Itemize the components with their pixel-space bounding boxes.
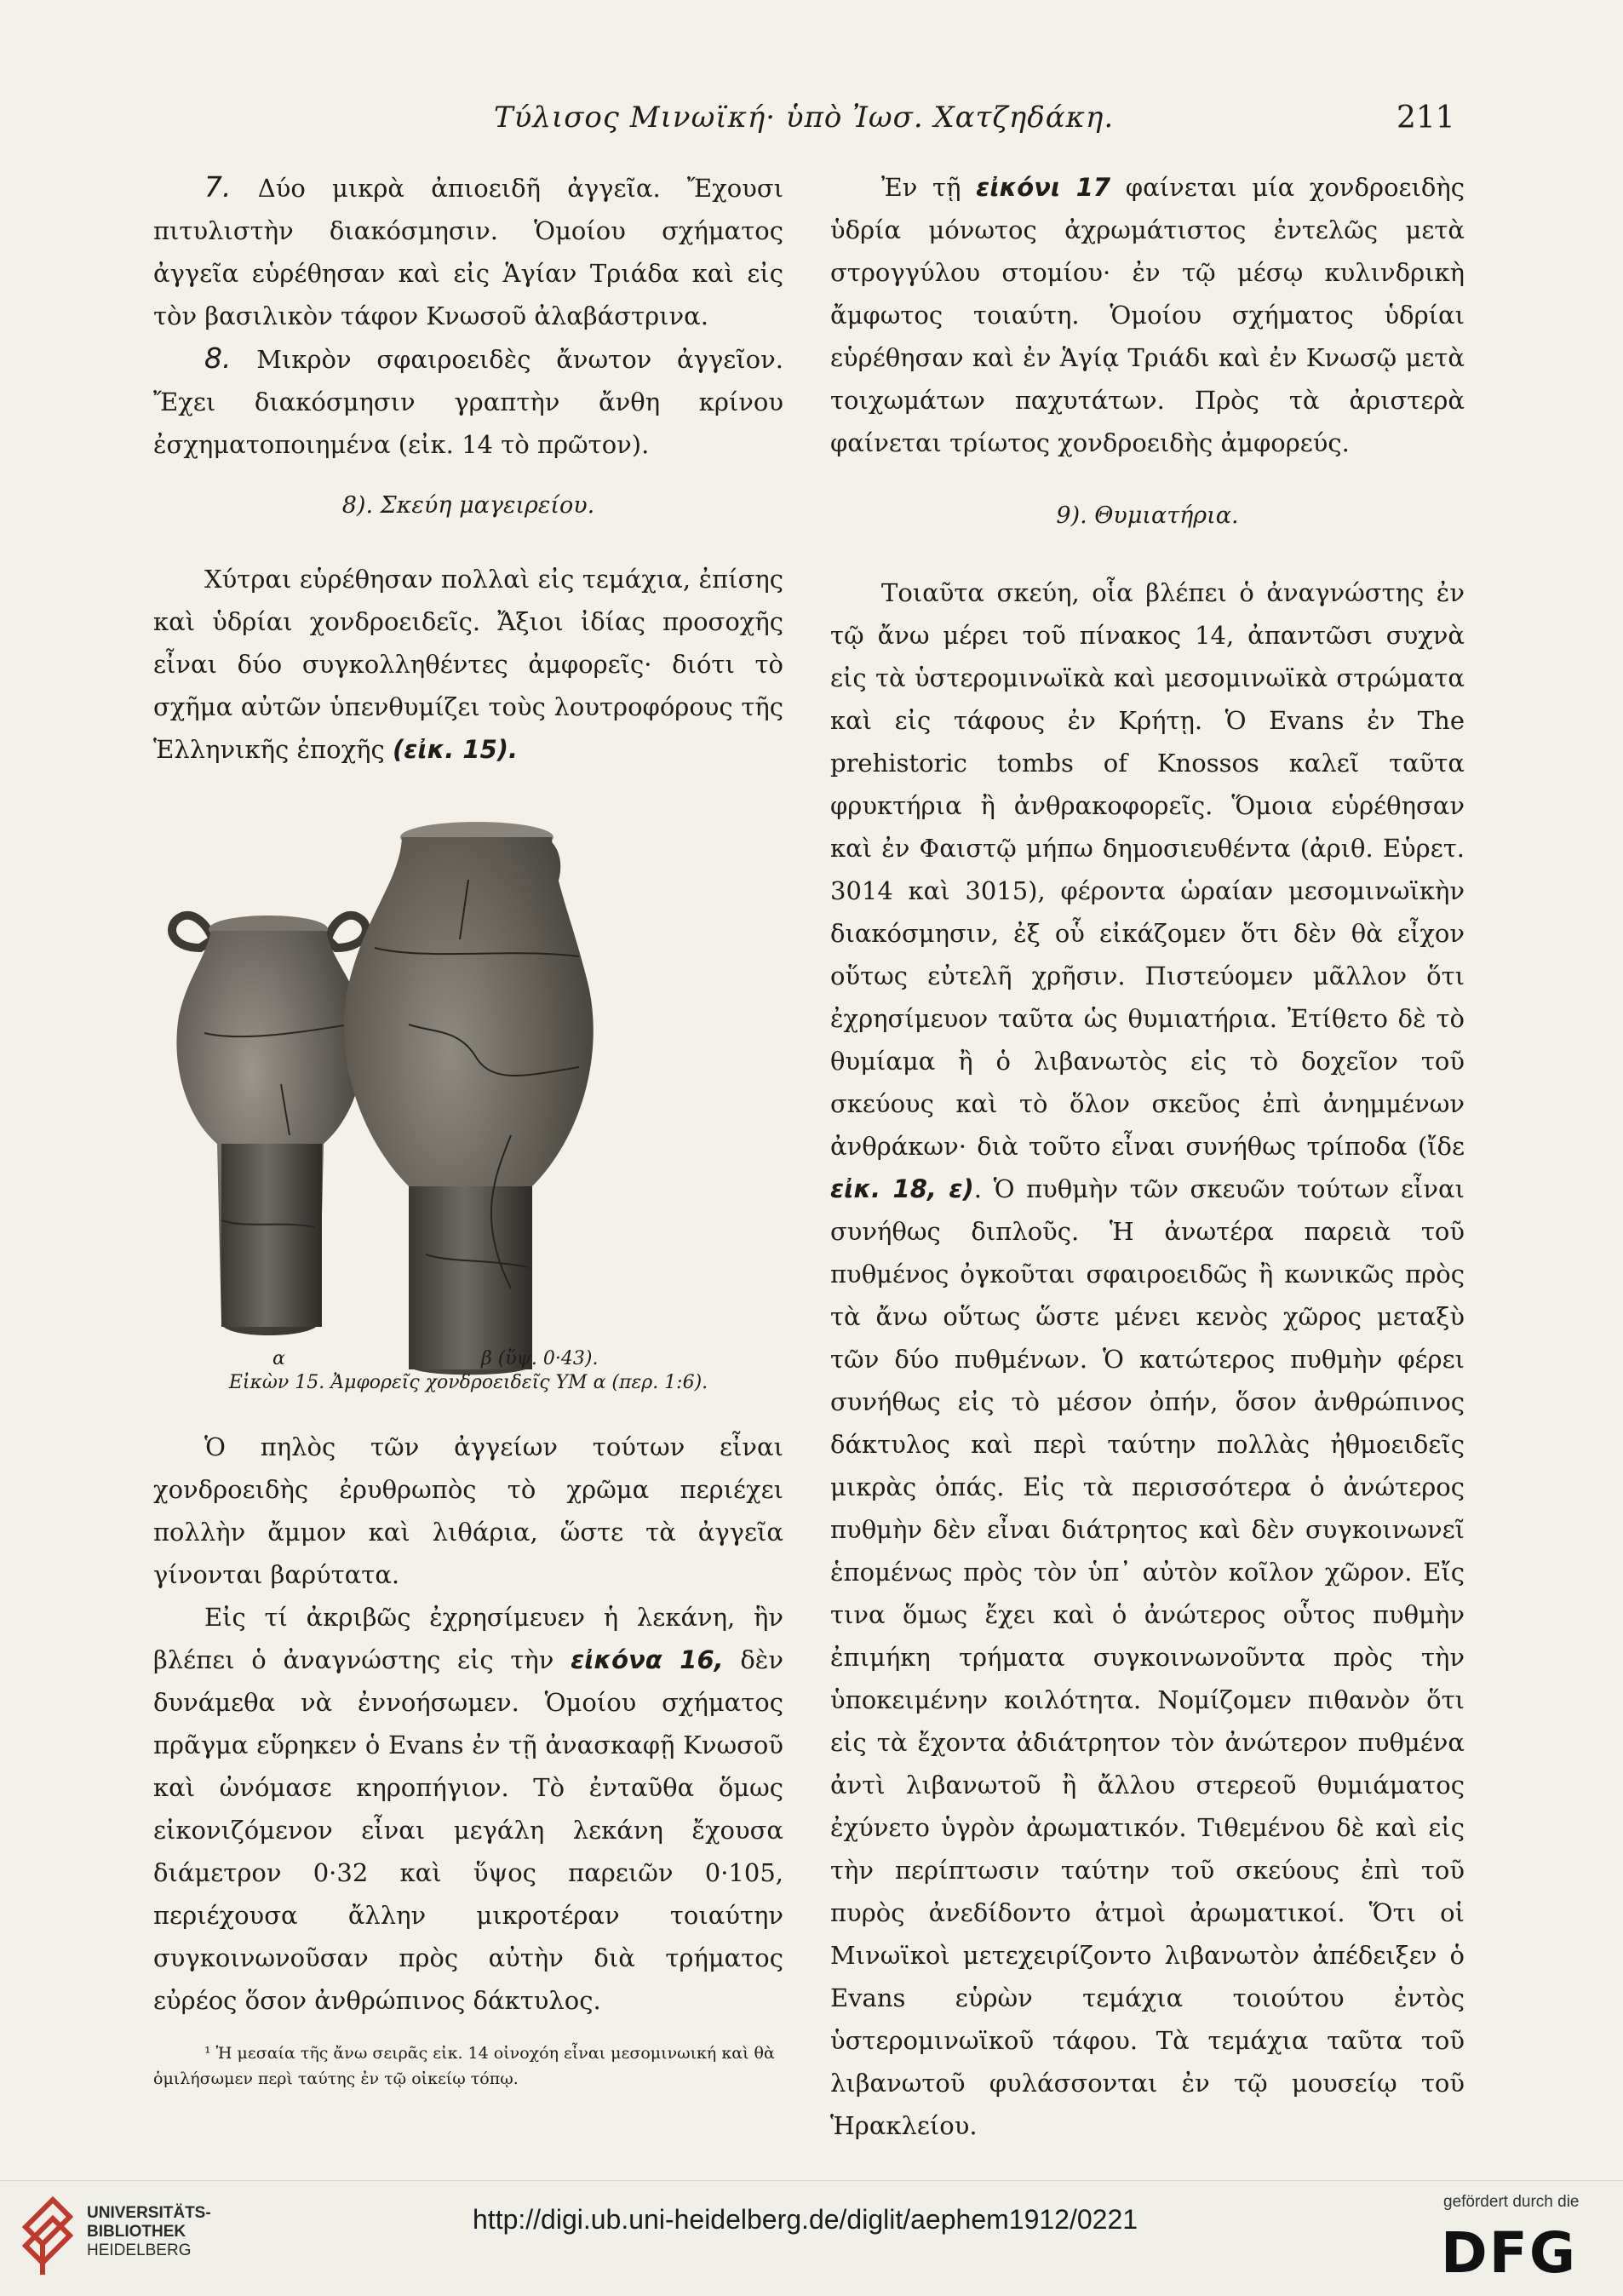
amphora-alpha [172, 916, 366, 1335]
thymiateria-paragraph [830, 571, 1465, 2147]
item-8-paragraph [153, 337, 783, 466]
figure-15-amphorae [153, 778, 783, 1403]
pelos-paragraph: Ὁ πηλὸς τῶν ἀγγείων τούτων εἶναι χονδροειδὴς ἐρυθρωπὸς τὸ χρῶμα περιέχει πολλὴν ἄμμον καὶ λιθάρια, ὥστε τὰ ἀγγεῖα γίνονται βαρύτατα. [153, 1432, 783, 1589]
item-8-number: 8. [204, 342, 232, 375]
fig17-text-a: Ἐν τῇ [881, 173, 977, 202]
figure-label-beta: β (ὕψ. 0·43). [481, 1348, 599, 1369]
dfg-logo [1441, 2223, 1598, 2279]
section-8-heading: 8). Σκεύη μαγειρείου. [341, 492, 595, 519]
figure-17-reference: εἰκόνι 17 [976, 173, 1111, 202]
footnote: ¹ Ἡ μεσαία τῆς ἄνω σειρᾶς εἰκ. 14 οἰνοχόη εἶναι μεσομινωική καὶ θὰ ὁμιλήσωμεν περὶ ταύτης ἐν τῷ οἰκείῳ τόπῳ. [153, 2044, 775, 2088]
fig17-text-b: φαίνεται μία χονδροειδὴς ὑδρία μόνωτος ἀχρωμάτιστος ἐντελῶς μετὰ στρογγύλου στομίου· ἐν τῷ μέσῳ κυλινδρικὴ ἄμφωτος τοιαύτη. Ὁμοίου σχήματος ὑδρίαι εὑρέθησαν καὶ ἐν Ἁγίᾳ Τριάδι καὶ ἐν Κνωσῷ μετὰ τοιχωμάτων παχυτάτων. Πρὸς τὰ ἀριστερὰ φαίνεται τρίωτος χονδροειδὴς ἀμφορεύς. [830, 173, 1465, 457]
item-7-text: Δύο μικρὰ ἀπιοειδῆ ἀγγεῖα. Ἔχουσι πιτυλιστὴν διακόσμησιν. Ὁμοίου σχήματος ἀγγεῖα εὑρέθησαν καὶ εἰς Ἁγίαν Τριάδα καὶ εἰς τὸν βασιλικὸν τάφον Κνωσοῦ ἀλαβάστρινα. [153, 174, 783, 330]
figure-18-reference: εἰκ. 18, ε) [830, 1174, 974, 1203]
lekane-text-a: Εἰς τί ἀκριβῶς ἐχρησίμευεν ἡ λεκάνη, ἣν βλέπει ὁ ἀναγνώστης εἰς τὴν [153, 1603, 783, 1674]
dfg-logo-text: DFG [1441, 2223, 1578, 2279]
item-7-paragraph [153, 166, 783, 337]
library-line-3: HEIDELBERG [87, 2241, 192, 2259]
source-url-link[interactable]: http://digi.ub.uni-heidelberg.de/diglit/aephem1912/0221 [473, 2204, 1138, 2235]
figure-17-paragraph [830, 166, 1465, 464]
running-title: Τύλισος Μινωϊκή· ὑπὸ Ἰωσ. Χατζηδάκη. [494, 100, 1115, 135]
chytrai-paragraph [153, 558, 783, 771]
lekane-paragraph [153, 1596, 783, 2022]
funded-by-note: gefördert durch die [1443, 2193, 1580, 2211]
thym-text-a: Τοιαῦτα σκεύη, οἷα βλέπει ὁ ἀναγνώστης ἐν τῷ ἄνω μέρει τοῦ πίνακος 14, ἀπαντῶσι συχνὰ εἰς τὰ ὑστερομινωϊκὰ καὶ μεσομινωϊκὰ στρώματα καὶ εἰς τάφους ἐν Κρήτῃ. Ὁ Evans ἐν The prehistoric tombs of Knossos καλεῖ ταῦτα φρυκτήρια ἢ ἀνθρακοφορεῖς. Ὅμοια εὑρέθησαν καὶ ἐν Φαιστῷ μήπω δημοσιευθέντα (ἀριθ. Εὑρετ. 3014 καὶ 3015), φέροντα ὡραίαν μεσομινωϊκὴν διακόσμησιν, ἐξ οὗ εἰκάζομεν ὅτι δὲν θὰ εἶχον οὕτως εὐτελῆ χρῆσιν. Πιστεύομεν μᾶλλον ὅτι ἐχρησίμευον ταῦτα ὡς θυμιατήρια. Ἐτίθετο δὲ τὸ θυμίαμα ἢ ὁ λιβανωτὸς εἰς τὸ δοχεῖον τοῦ σκεύους καὶ τὸ ὅλον σκεῦος ἐπὶ ἀνημμένων ἀνθράκων· διὰ τοῦτο εἶναι συνήθως τρίποδα (ἴδε [830, 578, 1465, 1161]
library-line-1: UNIVERSITÄTS- [87, 2204, 211, 2222]
lekane-text-b: δὲν δυνάμεθα νὰ ἐννοήσωμεν. Ὁμοίου σχήματος πρᾶγμα εὕρηκεν ὁ Evans ἐν τῇ ἀνασκαφῇ Κνωσοῦ καὶ ὠνόμασε κηροπήγιον. Τὸ ἐνταῦθα ὅμως εἰκονιζόμενον εἶναι μεγάλη λεκάνη ἔχουσα διάμετρον 0·32 καὶ ὕψος παρειῶν 0·105, περιέχουσα ἄλλην μικροτέραν τοιαύτην συγκοινωνοῦσαν πρὸς αὐτὴν διὰ τρήματος εὐρέος ὅσον ἀνθρώπινος δάκτυλος. [153, 1645, 783, 2015]
page-number: 211 [1396, 100, 1455, 135]
item-7-number: 7. [204, 170, 232, 204]
section-9-heading: 9). Θυμιατήρια. [1056, 502, 1239, 529]
thym-text-b: . Ὁ πυθμὴν τῶν σκευῶν τούτων εἶναι συνήθως διπλοῦς. Ἡ ἀνωτέρα παρειὰ τοῦ πυθμένος ὀγκοῦται σφαιροειδῶς ἢ κωνικῶς πρὸς τὰ ἄνω οὕτως ὥστε μένει κενὸς χῶρος μεταξὺ τῶν δύο πυθμένων. Ὁ κατώτερος πυθμὴν φέρει συνήθως εἰς τὸ μέσον ὀπήν, ὅσον ἀνθρώπινος δάκτυλος καὶ περὶ ταύτην πολλὰς ἠθμοειδεῖς μικρὰς ὀπάς. Εἰς τὰ περισσότερα ὁ ἀνώτερος πυθμὴν δὲν εἶναι διάτρητος καὶ δὲν συγκοινωνεῖ ἑπομένως πρὸς τὸν ὑπ᾿ αὐτὸν κοῖλον χῶρον. Εἴς τινα ὅμως ἔχει καὶ ὁ ἀνώτερος οὗτος πυθμὴν ἐπιμήκη τρήματα συγκοινωνοῦντα πρὸς τὴν ὑποκειμένην κοιλότητα. Νομίζομεν πιθανὸν ὅτι εἰς τὰ ἔχοντα ἀδιάτρητον τὸν ἀνώτερον πυθμένα ἀντὶ λιβανωτοῦ ἢ ἄλλου στερεοῦ θυμιάματος ἐχύνετο ὑγρὸν ἀρωματικόν. Τιθεμένου δὲ καὶ εἰς τὴν περίπτωσιν ταύτην τοῦ σκεύους ἐπὶ τοῦ πυρὸς ἀνεδίδοντο ἀτμοὶ ἀρωματικοί. Ὅτι οἱ Μινωϊκοὶ μετεχειρίζοντο λιβανωτὸν ἀπέδειξεν ὁ Evans εὑρὼν τεμάχια τοιούτου ἐντὸς ὑστερομινωϊκοῦ τάφου. Τὰ τεμάχια ταῦτα τοῦ λιβανωτοῦ φυλάσσονται ἐν τῷ μουσείῳ τοῦ Ἡρακλείου. [830, 1174, 1465, 2140]
figure-label-alpha: α [272, 1348, 285, 1369]
university-library-logo [19, 2193, 77, 2278]
left-column [153, 166, 783, 2092]
figure-15-reference: (εἰκ. 15). [392, 735, 519, 764]
right-column [830, 166, 1465, 2147]
figure-16-reference: εἰκόνα 16, [571, 1645, 724, 1674]
figure-caption: Εἰκὼν 15. Ἀμφορεῖς χονδροειδεῖς ΥΜ α (περ. 1:6). [228, 1372, 708, 1393]
item-8-text: Μικρὸν σφαιροειδὲς ἄνωτον ἀγγεῖον. Ἔχει διακόσμησιν γραπτὴν ἄνθη κρίνου ἐσχηματοποιημένα (εἰκ. 14 τὸ πρῶτον). [153, 345, 783, 459]
university-library-name [87, 2204, 211, 2260]
amphora-beta [344, 822, 594, 1375]
amphorae-photo [153, 778, 783, 1403]
digitization-footer [0, 2180, 1623, 2296]
library-line-2: BIBLIOTHEK [87, 2223, 186, 2241]
page-header [0, 100, 1623, 152]
chytrai-text: Χύτραι εὑρέθησαν πολλαὶ εἰς τεμάχια, ἐπίσης καὶ ὑδρίαι χονδροειδεῖς. Ἄξιοι ἰδίας προσοχῆς εἶναι δύο συγκολληθέντες ἀμφορεῖς· διότι τὸ σχῆμα αὐτῶν ὑπενθυμίζει τοὺς λουτροφόρους τῆς Ἑλληνικῆς ἐποχῆς [153, 565, 783, 764]
